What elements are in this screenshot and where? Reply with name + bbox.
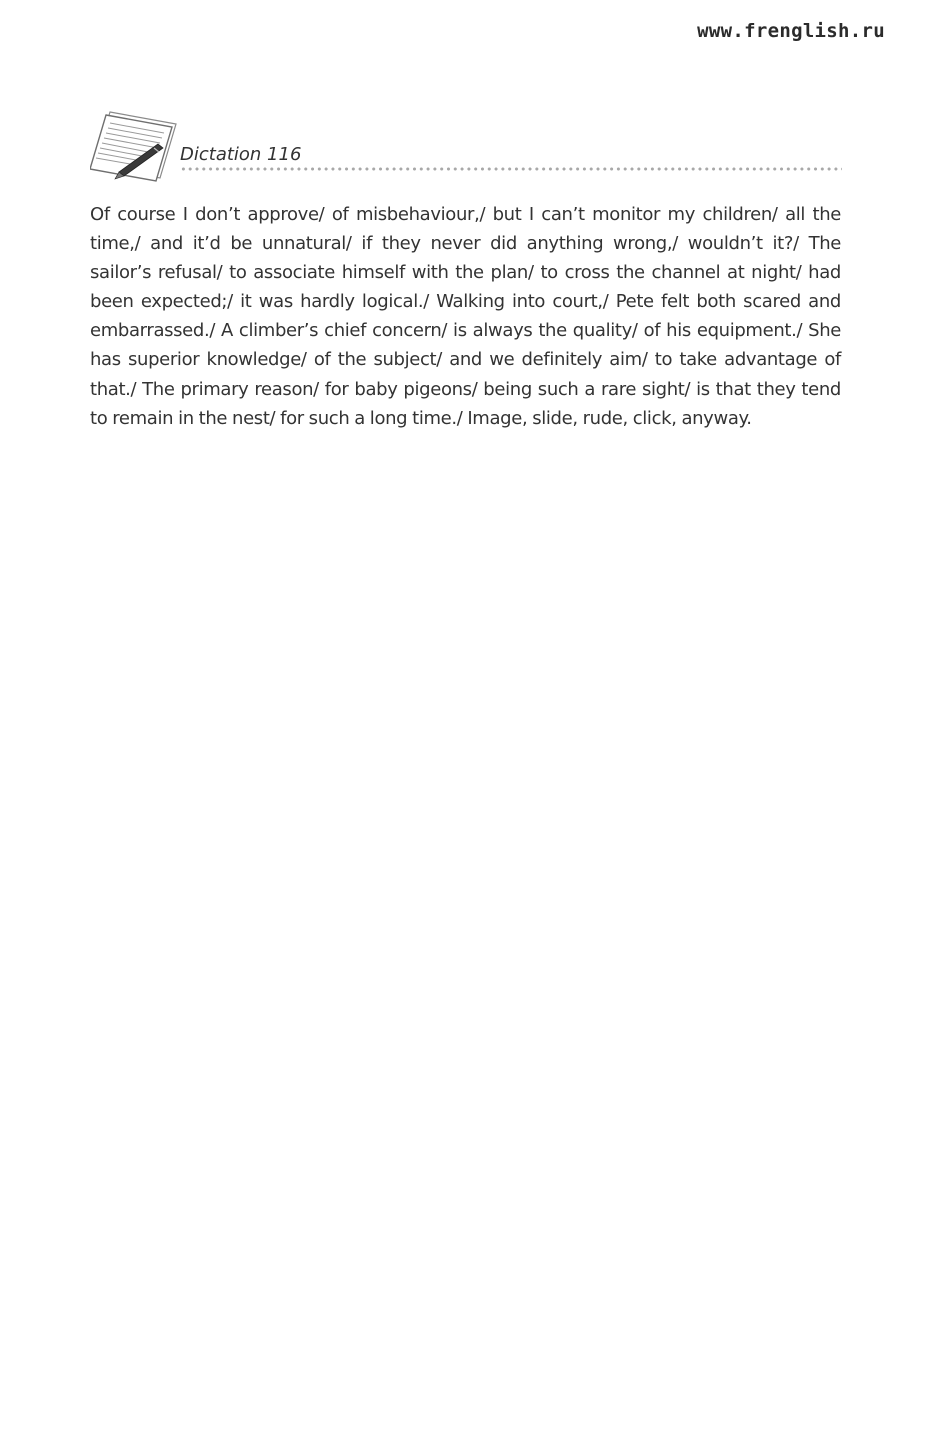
dictation-title: Dictation 116: [180, 144, 302, 165]
dictation-heading: [90, 110, 842, 184]
site-url: www.frenglish.ru: [697, 20, 885, 42]
dictation-text: Of course I don’t approve/ of misbehaviour,/ but I can’t monitor my children/ all the time,/ and it’d be unnatural/ if they never did anything wrong,/ wouldn’t it?/ The sailor’s refusal/ to associate himself with the plan/ to cross the channel at night/ had been expected;/ it was hardly logical./ Walking into court,/ Pete felt both scared and embarrassed./ A climber’s chief concern/ is always the quality/ of his equipment./ She has superior knowledge/ of the subject/ and we definitely aim/ to take advantage of that./ The primary reason/ for baby pigeons/ being such a rare sight/ is that they tend to remain in the nest/ for such a long time./ Image, slide, rude, click, anyway.: [90, 204, 841, 429]
document-with-pen-icon: [90, 110, 178, 182]
dotted-divider: [180, 167, 842, 171]
